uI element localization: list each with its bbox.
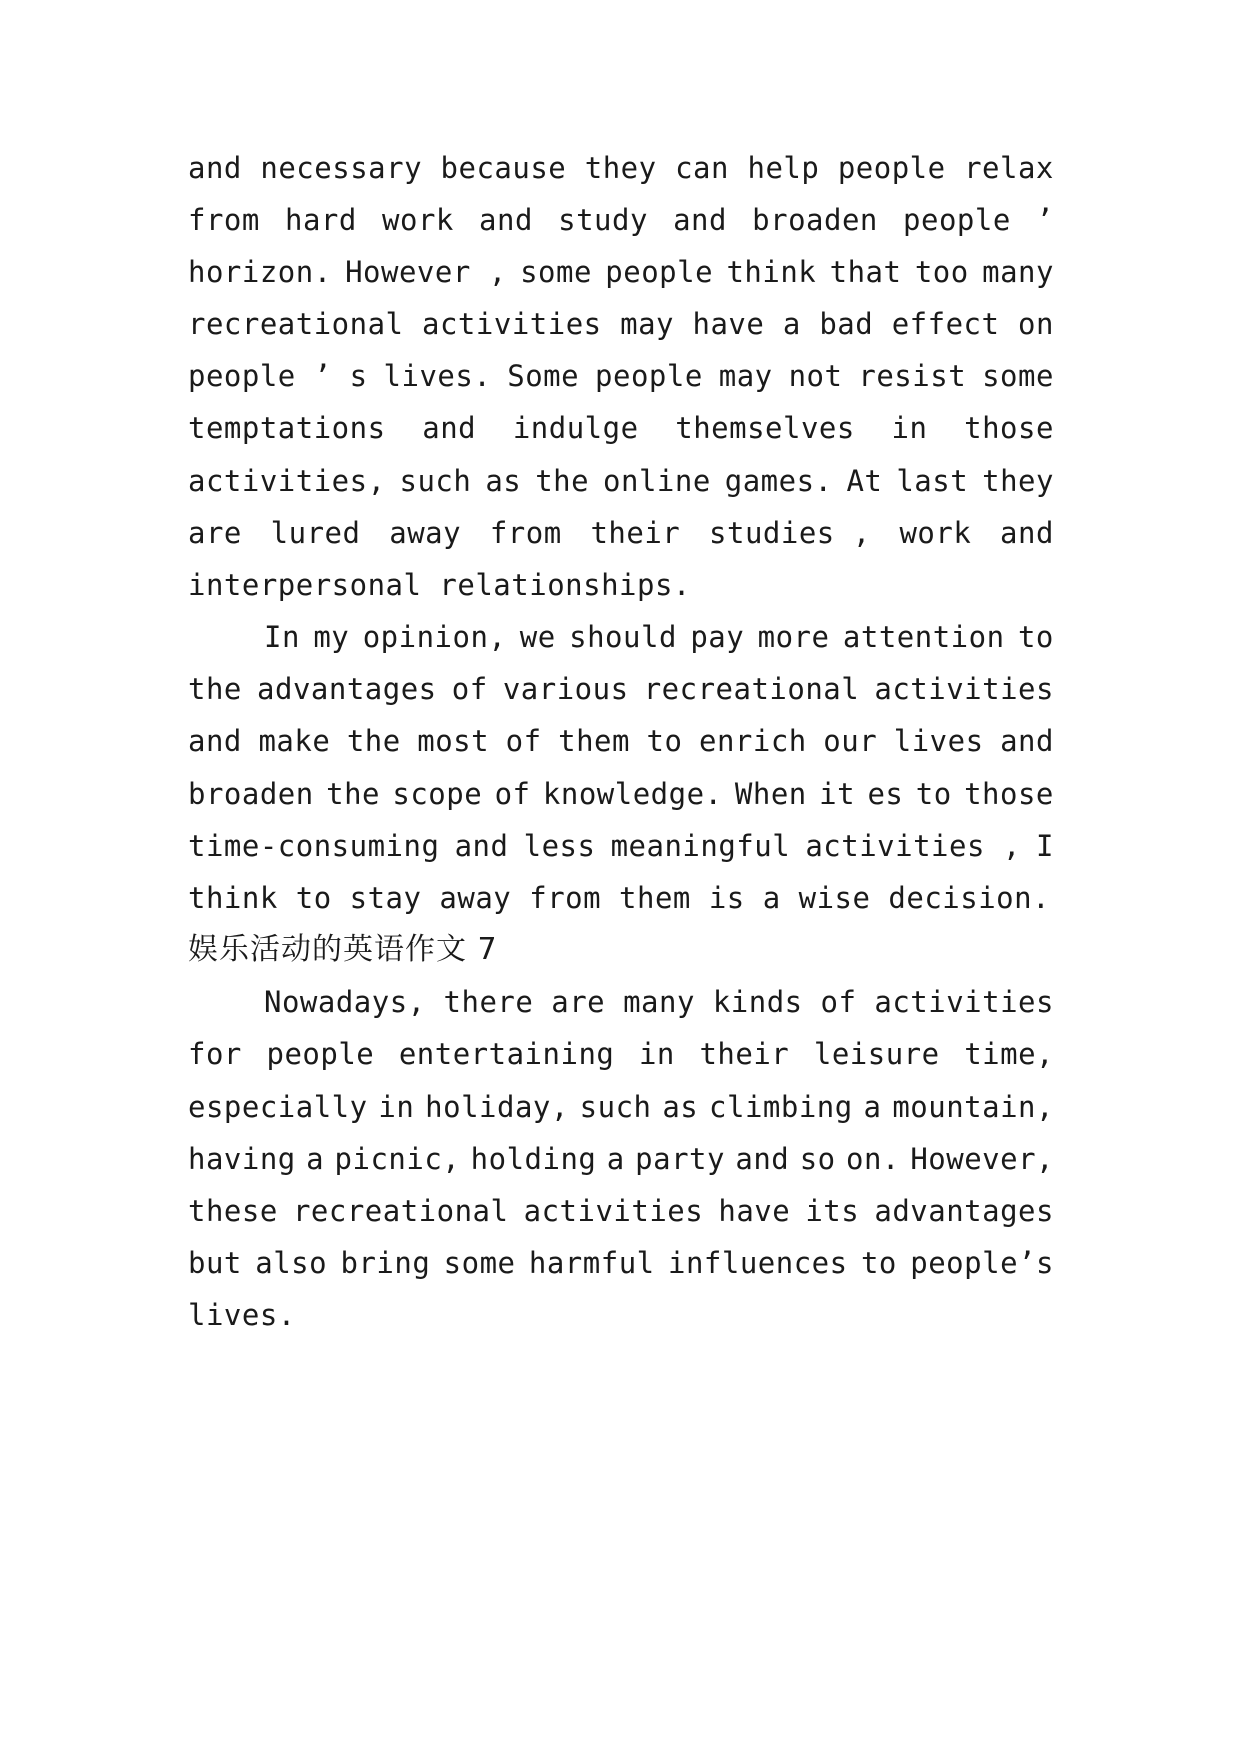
word: I: [1036, 829, 1054, 863]
word: and: [188, 724, 242, 758]
word: influences: [667, 1246, 848, 1280]
text-line: [188, 461, 1054, 501]
word: meaningful: [610, 829, 791, 863]
word: of: [820, 985, 857, 1019]
word: that: [829, 255, 902, 289]
word: on: [1017, 307, 1054, 341]
word: it: [819, 777, 856, 811]
word: and: [188, 151, 242, 185]
word: attention: [842, 620, 1005, 654]
word: have: [718, 1194, 791, 1228]
word: When: [734, 777, 807, 811]
text-line-last: lives.: [188, 1298, 296, 1332]
word: their: [699, 1037, 790, 1071]
word: them: [558, 724, 630, 758]
word: indulge: [512, 411, 639, 445]
word: the: [188, 672, 242, 706]
word: work: [382, 203, 454, 237]
word: resist: [858, 359, 967, 393]
word: leisure: [813, 1037, 940, 1071]
word: broaden: [188, 777, 314, 811]
word: time,: [964, 1037, 1054, 1071]
word: they: [982, 464, 1054, 498]
word: opinion,: [362, 620, 507, 654]
word: not: [788, 359, 843, 393]
word: having: [188, 1142, 296, 1176]
word: people: [903, 203, 1011, 237]
word: and: [735, 1142, 790, 1176]
word: effect: [891, 307, 1000, 341]
text-line: [188, 513, 1054, 553]
document-page: [188, 0, 1054, 1754]
word: to: [1017, 620, 1054, 654]
word: people: [266, 1037, 375, 1071]
word: and: [479, 203, 533, 237]
word: horizon.: [188, 255, 332, 289]
word: make: [258, 724, 331, 758]
word: and: [673, 203, 727, 237]
text-line-first-indented: [188, 982, 1054, 1022]
word: most: [417, 724, 490, 758]
text-line: [188, 200, 1054, 240]
word: and: [454, 829, 509, 863]
text-line: [188, 826, 1054, 866]
word: people’s: [910, 1246, 1054, 1280]
word: In: [264, 620, 300, 654]
text-line: [188, 1034, 1054, 1074]
word: too: [914, 255, 969, 289]
word: and: [422, 411, 477, 445]
word: its: [805, 1194, 860, 1228]
word: However,: [910, 1142, 1054, 1176]
word: work: [899, 516, 972, 550]
text-line: [188, 252, 1054, 292]
word: activities: [523, 1194, 704, 1228]
word: such: [399, 464, 472, 498]
text-line-last: think to stay away from them is a wise decision.: [188, 881, 1051, 915]
word: hard: [285, 203, 357, 237]
word: people: [605, 255, 714, 289]
word: my: [313, 620, 350, 654]
word: the: [346, 724, 401, 758]
word: last: [896, 464, 969, 498]
word: some: [520, 255, 592, 289]
word: from: [188, 203, 260, 237]
word: picnic,: [334, 1142, 461, 1176]
word: and: [1000, 516, 1054, 550]
word: may: [718, 359, 773, 393]
word: some: [982, 359, 1054, 393]
word: these: [188, 1194, 278, 1228]
text-line-last: interpersonal relationships.: [188, 568, 691, 602]
word: climbing: [709, 1090, 853, 1124]
word: the: [535, 464, 590, 498]
word: party: [635, 1142, 725, 1176]
word: recreational: [188, 307, 404, 341]
word: games.: [724, 464, 833, 498]
word: people ’ s: [188, 359, 368, 393]
word: activities: [422, 307, 602, 341]
word: bring: [340, 1246, 431, 1280]
word: we: [519, 620, 556, 654]
word: activities: [874, 672, 1054, 706]
word: holding: [470, 1142, 597, 1176]
word: necessary: [260, 151, 423, 185]
word: people: [595, 359, 703, 393]
word: enrich: [698, 724, 807, 758]
word: may: [620, 307, 675, 341]
word: Nowadays,: [264, 985, 426, 1019]
word: to: [915, 777, 952, 811]
word: on.: [846, 1142, 900, 1176]
word: and: [1000, 724, 1054, 758]
word: lives: [893, 724, 984, 758]
word: think: [726, 255, 817, 289]
word: have: [692, 307, 765, 341]
word: especially: [188, 1090, 368, 1124]
word: pay: [690, 620, 745, 654]
word: as: [662, 1090, 699, 1124]
word: because: [440, 151, 567, 185]
word: in: [891, 411, 928, 445]
word: advantages: [874, 1194, 1054, 1228]
text-line: [188, 669, 1054, 709]
word: less: [523, 829, 596, 863]
word: to: [646, 724, 683, 758]
word: some: [443, 1246, 516, 1280]
text-line-first-indented: [188, 617, 1054, 657]
word: a: [863, 1090, 882, 1124]
word: lives.: [383, 359, 492, 393]
word: entertaining: [398, 1037, 615, 1071]
text-line: [188, 148, 1054, 188]
word: At: [846, 464, 883, 498]
word: of: [451, 672, 488, 706]
section-heading: 娱乐活动的英语作文 7: [188, 932, 498, 967]
text-line: [188, 1243, 1054, 1283]
word: for: [188, 1037, 242, 1071]
word: of: [505, 724, 542, 758]
word: also: [255, 1246, 328, 1280]
word: themselves: [675, 411, 855, 445]
word: various: [502, 672, 629, 706]
word: as: [485, 464, 522, 498]
text-line: [188, 1191, 1054, 1231]
word: recreational: [643, 672, 860, 706]
word: ’: [1035, 203, 1054, 237]
word: help: [747, 151, 820, 185]
word: studies ,: [709, 516, 871, 550]
word: broaden: [752, 203, 878, 237]
word: Some: [507, 359, 580, 393]
word: they: [584, 151, 657, 185]
word: bad: [819, 307, 874, 341]
word: those: [964, 777, 1054, 811]
word: es: [867, 777, 904, 811]
word: from: [489, 516, 562, 550]
word: in: [638, 1037, 675, 1071]
word: the: [326, 777, 380, 811]
word: people: [837, 151, 946, 185]
word: temptations: [188, 411, 386, 445]
word: holiday,: [425, 1090, 569, 1124]
word: kinds: [712, 985, 803, 1019]
word: lured: [270, 516, 361, 550]
word: their: [590, 516, 681, 550]
word: mountain,: [892, 1090, 1054, 1124]
word: relax: [964, 151, 1054, 185]
word: activities ,: [805, 829, 1021, 863]
word: but: [188, 1246, 242, 1280]
word: activities,: [188, 464, 386, 498]
text-line: [188, 1139, 1054, 1179]
word: of: [494, 777, 531, 811]
word: However ,: [345, 255, 507, 289]
word: so: [799, 1142, 836, 1176]
word: advantages: [257, 672, 437, 706]
word: scope: [392, 777, 483, 811]
word: a: [306, 1142, 325, 1176]
word: our: [823, 724, 878, 758]
word: away: [389, 516, 462, 550]
word: more: [757, 620, 830, 654]
word: are: [188, 516, 242, 550]
text-line: [188, 356, 1054, 396]
text-line: [188, 1087, 1054, 1127]
text-line: [188, 774, 1054, 814]
word: are: [551, 985, 606, 1019]
word: recreational: [292, 1194, 509, 1228]
word: harmful: [528, 1246, 655, 1280]
word: many: [623, 985, 695, 1019]
text-line: [188, 304, 1054, 344]
word: those: [964, 411, 1054, 445]
word: in: [378, 1090, 415, 1124]
text-line: [188, 408, 1054, 448]
word: many: [982, 255, 1054, 289]
word: should: [569, 620, 677, 654]
word: time-consuming: [188, 829, 440, 863]
word: to: [860, 1246, 897, 1280]
word: a: [606, 1142, 625, 1176]
word: a: [782, 307, 801, 341]
word: activities: [874, 985, 1054, 1019]
word: study: [558, 203, 648, 237]
word: knowledge.: [542, 777, 723, 811]
word: can: [675, 151, 729, 185]
text-line: [188, 721, 1054, 761]
word: online: [603, 464, 711, 498]
word: there: [443, 985, 534, 1019]
word: such: [579, 1090, 652, 1124]
